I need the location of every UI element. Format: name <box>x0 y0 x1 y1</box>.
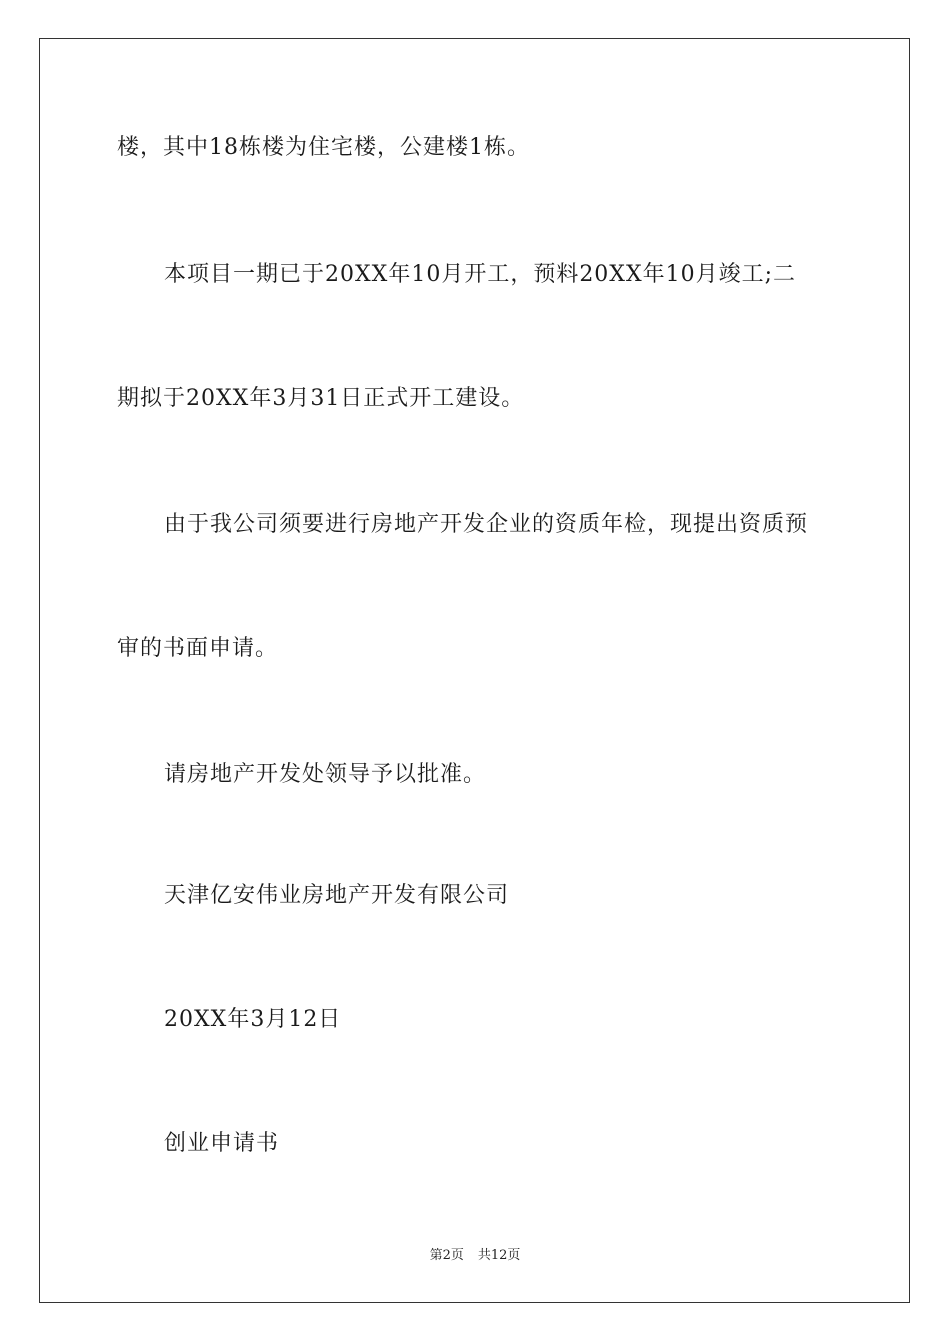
page-number: 第2页 <box>429 1248 464 1263</box>
section-heading: 创业申请书 <box>164 1131 280 1156</box>
body-text-line: 由于我公司须要进行房地产开发企业的资质年检，现提出资质预 <box>164 512 809 537</box>
page-frame <box>39 38 910 1303</box>
body-text-line: 期拟于20XX年3月31日正式开工建设。 <box>117 386 525 411</box>
body-text-line: 楼，其中18栋楼为住宅楼，公建楼1栋。 <box>117 135 530 160</box>
body-text-line: 审的书面申请。 <box>117 636 279 661</box>
company-name: 天津亿安伟业房地产开发有限公司 <box>164 883 510 908</box>
page-footer <box>0 1247 950 1265</box>
body-text-line: 请房地产开发处领导予以批准。 <box>164 762 487 787</box>
document-date: 20XX年3月12日 <box>164 1007 342 1032</box>
page-total: 共12页 <box>477 1248 521 1263</box>
body-text-line: 本项目一期已于20XX年10月开工，预料20XX年10月竣工;二 <box>164 262 797 287</box>
